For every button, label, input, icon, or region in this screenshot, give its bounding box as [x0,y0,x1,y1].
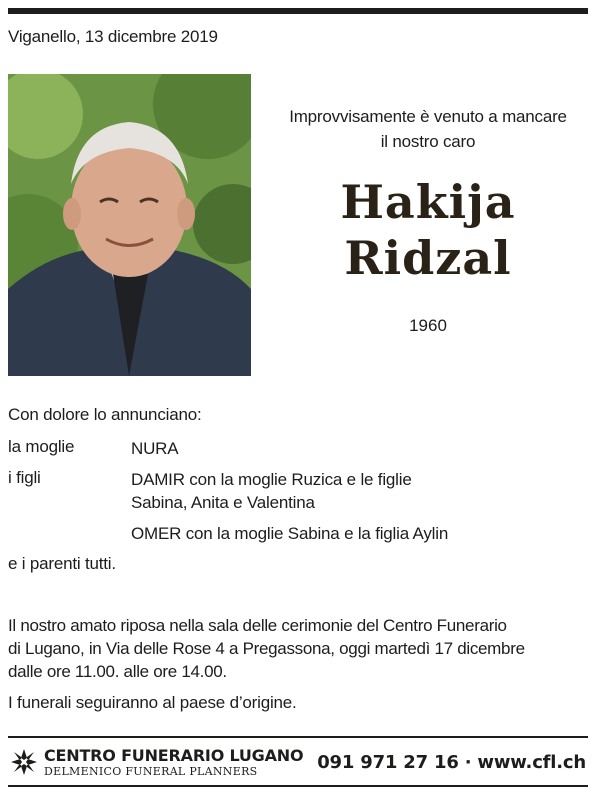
deceased-name [258,174,598,286]
family-line: Sabina, Anita e Valentina [131,493,315,512]
visitation-line: Il nostro amato riposa nella sala delle cerimonie del Centro Funerario [8,616,507,635]
family-line: DAMIR con la moglie Ruzica e le figlie [131,470,412,489]
family-line: OMER con la moglie Sabina e la figlia Aylin [131,524,449,543]
footer-rule-bottom [8,785,588,787]
last-name: Ridzal [344,231,512,285]
first-name: Hakija [340,175,516,229]
footer-company-subtitle: DELMENICO FUNERAL PLANNERS [44,765,258,778]
announce-text: Con dolore lo annunciano: [8,405,202,424]
portrait-photo [8,74,251,376]
funeral-text: I funerali seguiranno al paese d’origine. [8,693,297,712]
top-rule [8,8,588,14]
family-label-children: i figli [8,468,41,487]
intro-text [258,104,598,154]
footer-rule-top [8,736,588,738]
footer-contact: 091 971 27 16 · www.cfl.ch [317,752,586,773]
visitation-line: dalle ore 11.00. alle ore 14.00. [8,662,227,681]
family-label-wife: la moglie [8,437,75,456]
relatives-text: e i parenti tutti. [8,554,116,573]
visitation-line: di Lugano, in Via delle Rose 4 a Pregassona, oggi martedì 17 dicembre [8,639,525,658]
footer-company-name: CENTRO FUNERARIO LUGANO [44,746,304,765]
intro-line: il nostro caro [380,132,476,151]
birth-year: 1960 [409,316,447,335]
family-value-son-1 [131,468,412,514]
dateline: Viganello, 13 dicembre 2019 [8,27,218,46]
family-value-wife [131,437,178,460]
funeral-home-logo-icon [10,748,38,776]
portrait-illustration [8,74,251,376]
intro-line: Improvvisamente è venuto a mancare [289,107,567,126]
family-line: NURA [131,439,179,458]
family-value-son-2 [131,522,448,545]
visitation-text [8,614,593,683]
